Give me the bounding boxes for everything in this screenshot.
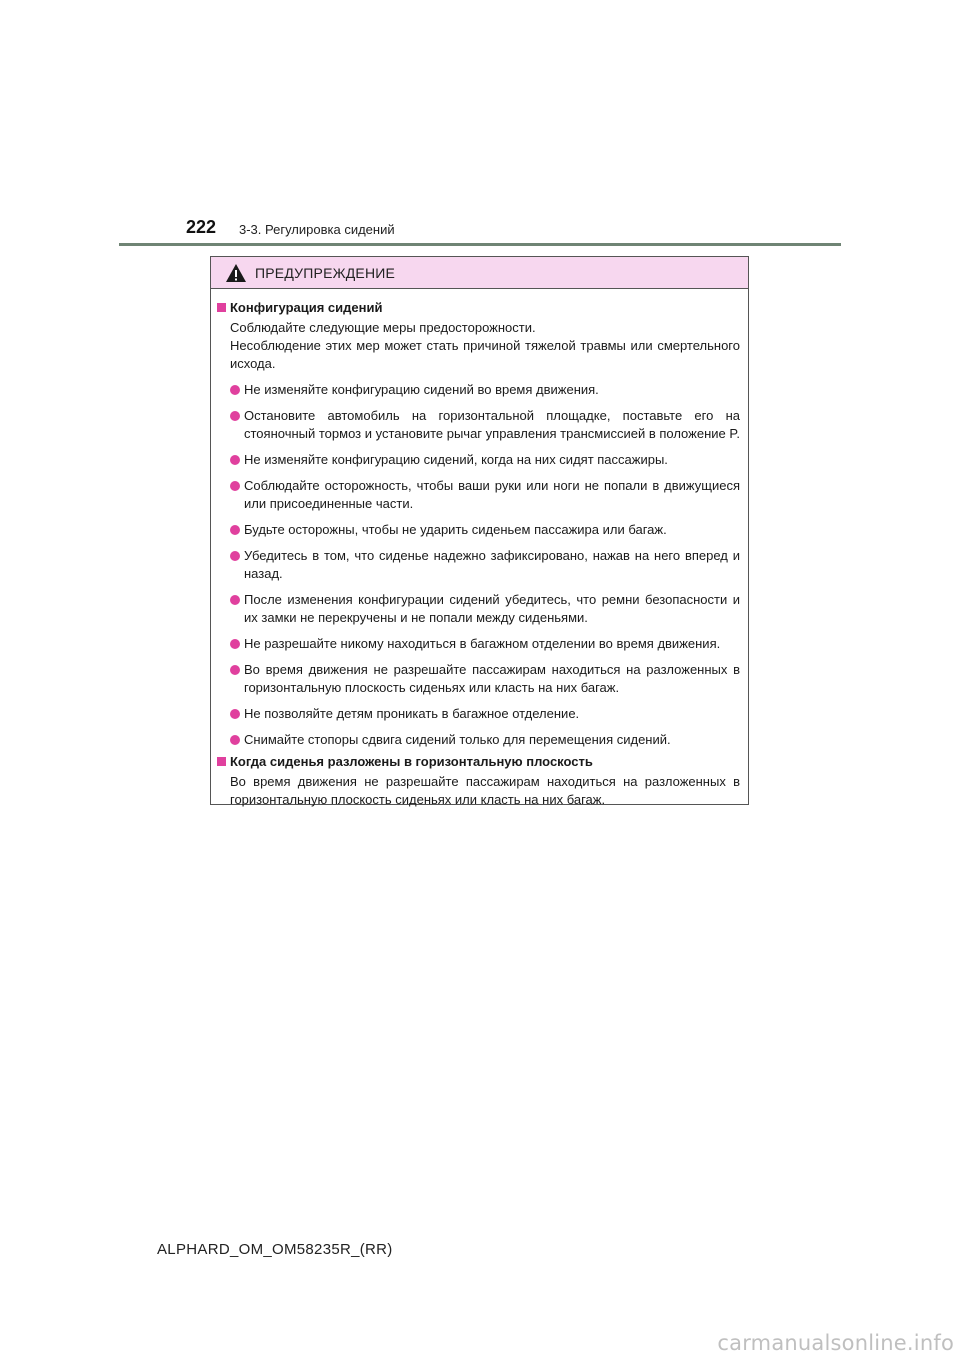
list-item xyxy=(217,705,740,723)
dot-bullet-icon xyxy=(230,385,240,395)
section-intro xyxy=(217,319,740,373)
list-item xyxy=(217,731,740,749)
watermark: carmanualsonline.info xyxy=(717,1331,954,1355)
dot-bullet-icon xyxy=(230,455,240,465)
list-item xyxy=(217,547,740,583)
intro-line: Во время движения не разрешайте пассажирам находиться на разложенных в горизонтальную плоскость сиденьях или класть на них багаж. xyxy=(230,774,740,807)
list-item-text: Соблюдайте осторожность, чтобы ваши руки или ноги не попали в движущиеся или присоединенные части. xyxy=(244,478,740,511)
list-item-text: Не позволяйте детям проникать в багажное отделение. xyxy=(244,706,580,721)
dot-bullet-icon xyxy=(230,595,240,605)
list-item-text: Убедитесь в том, что сиденье надежно зафиксировано, нажав на него вперед и назад. xyxy=(244,548,740,581)
section-heading xyxy=(217,753,740,771)
section-heading-text: Когда сиденья разложены в горизонтальную плоскость xyxy=(230,754,593,769)
section-heading-text: Конфигурация сидений xyxy=(230,300,383,315)
list-item xyxy=(217,407,740,443)
document-code: ALPHARD_OM_OM58235R_(RR) xyxy=(157,1241,393,1258)
dot-bullet-icon xyxy=(230,665,240,675)
intro-line: Соблюдайте следующие меры предосторожности. xyxy=(230,320,536,335)
list-item-text: Не изменяйте конфигурацию сидений во время движения. xyxy=(244,382,599,397)
intro-line: Несоблюдение этих мер может стать причиной тяжелой травмы или смертельного исхода. xyxy=(230,338,740,371)
page-number: 222 xyxy=(186,217,217,237)
list-item-text: После изменения конфигурации сидений убедитесь, что ремни безопасности и их замки не перекручены и не попали между сиденьями. xyxy=(244,592,740,625)
dot-bullet-icon xyxy=(230,639,240,649)
dot-bullet-icon xyxy=(230,551,240,561)
header-rule xyxy=(119,243,841,246)
section-title: 3-3. Регулировка сидений xyxy=(239,222,395,237)
section-heading xyxy=(217,299,740,317)
list-item-text: Во время движения не разрешайте пассажирам находиться на разложенных в горизонтальную плоскость сиденьях или класть на них багаж. xyxy=(244,662,740,695)
list-item xyxy=(217,521,740,539)
dot-bullet-icon xyxy=(230,709,240,719)
warning-box xyxy=(210,256,749,805)
page-header xyxy=(0,0,960,250)
dot-bullet-icon xyxy=(230,411,240,421)
list-item xyxy=(217,591,740,627)
section-intro xyxy=(217,773,740,809)
warning-body xyxy=(211,289,748,809)
list-item xyxy=(217,451,740,469)
dot-bullet-icon xyxy=(230,735,240,745)
warning-title: ПРЕДУПРЕЖДЕНИЕ xyxy=(255,264,396,281)
warning-header xyxy=(211,257,748,289)
list-item-text: Будьте осторожны, чтобы не ударить сиденьем пассажира или багаж. xyxy=(244,522,667,537)
list-item-text: Не изменяйте конфигурацию сидений, когда на них сидят пассажиры. xyxy=(244,452,668,467)
list-item-text: Остановите автомобиль на горизонтальной площадке, поставьте его на стояночный тормоз и установите рычаг управления трансмиссией в положение P. xyxy=(244,408,740,441)
list-item-text: Снимайте стопоры сдвига сидений только для перемещения сидений. xyxy=(244,732,671,747)
square-bullet-icon xyxy=(217,303,226,312)
list-item xyxy=(217,477,740,513)
warning-triangle-icon xyxy=(225,263,247,283)
dot-bullet-icon xyxy=(230,525,240,535)
list-item-text: Не разрешайте никому находиться в багажном отделении во время движения. xyxy=(244,636,721,651)
list-item xyxy=(217,661,740,697)
dot-bullet-icon xyxy=(230,481,240,491)
list-item xyxy=(217,381,740,399)
square-bullet-icon xyxy=(217,757,226,766)
list-item xyxy=(217,635,740,653)
